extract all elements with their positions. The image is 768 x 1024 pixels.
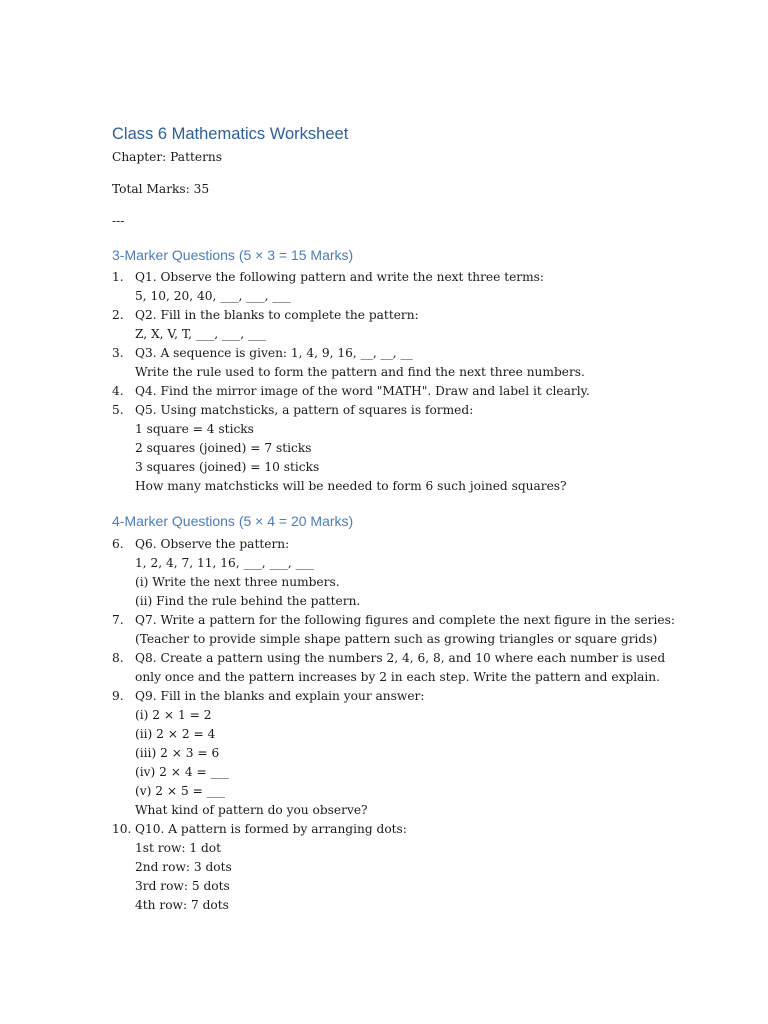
question-line: 1st row: 1 dot [135,841,222,855]
list-item [112,382,672,401]
question-line: Z, X, V, T, ___, ___, ___ [135,327,267,341]
question-line: Q1. Observe the following pattern and write the next three terms: [135,270,545,284]
question-line: 3 squares (joined) = 10 sticks [135,460,320,474]
question-line: Q3. A sequence is given: 1, 4, 9, 16, __, __, __ [135,346,413,360]
question-line: 1, 2, 4, 7, 11, 16, ___, ___, ___ [135,556,314,570]
separator-line: --- [112,214,125,228]
question-line: Q6. Observe the pattern: [135,537,290,551]
question-line: (ii) 2 × 2 = 4 [135,727,216,741]
question-line: Write the rule used to form the pattern and find the next three numbers. [135,365,585,379]
question-number: 6. [112,537,124,551]
question-line: (ii) Find the rule behind the pattern. [135,594,361,608]
question-line: 2 squares (joined) = 7 sticks [135,441,312,455]
question-line: 1 square = 4 sticks [135,422,254,436]
question-line: (Teacher to provide simple shape pattern such as growing triangles or square grids) [135,632,658,646]
question-line: Q10. A pattern is formed by arranging dots: [135,822,407,836]
question-number: 9. [112,689,124,703]
list-item [112,687,672,820]
question-number: 2. [112,308,124,322]
list-item [112,611,675,649]
question-line: Q9. Fill in the blanks and explain your answer: [135,689,425,703]
list-item [112,344,672,382]
question-line: (v) 2 × 5 = ___ [135,784,225,798]
list-item [112,268,672,306]
list-item [112,401,672,496]
question-line: (iv) 2 × 4 = ___ [135,765,229,779]
question-line: What kind of pattern do you observe? [135,803,368,817]
question-line: 4th row: 7 dots [135,898,229,912]
question-line: (i) Write the next three numbers. [135,575,340,589]
question-line: 3rd row: 5 dots [135,879,230,893]
list-item [112,535,672,611]
page-title: Class 6 Mathematics Worksheet [112,125,349,143]
list-item [112,649,672,687]
list-item [112,820,672,915]
question-list-3-marker [112,268,672,496]
question-line: (iii) 2 × 3 = 6 [135,746,220,760]
list-item [112,306,672,344]
question-number: 3. [112,346,124,360]
chapter-line: Chapter: Patterns [112,150,223,164]
section-heading-3-marker: 3-Marker Questions (5 × 3 = 15 Marks) [112,247,354,263]
question-number: 7. [112,613,124,627]
question-line: Q5. Using matchsticks, a pattern of squares is formed: [135,403,474,417]
question-line: Q2. Fill in the blanks to complete the pattern: [135,308,419,322]
question-line: How many matchsticks will be needed to form 6 such joined squares? [135,479,567,493]
question-number: 4. [112,384,124,398]
question-line: Q7. Write a pattern for the following figures and complete the next figure in the series: [135,613,675,627]
question-number: 10. [112,822,132,836]
question-line: Q4. Find the mirror image of the word "MATH". Draw and label it clearly. [135,384,590,398]
question-line: Q8. Create a pattern using the numbers 2, 4, 6, 8, and 10 where each number is used [135,651,666,665]
question-line: 2nd row: 3 dots [135,860,232,874]
question-number: 1. [112,270,124,284]
section-heading-4-marker: 4-Marker Questions (5 × 4 = 20 Marks) [112,513,354,529]
question-number: 8. [112,651,124,665]
question-line: (i) 2 × 1 = 2 [135,708,212,722]
question-line: 5, 10, 20, 40, ___, ___, ___ [135,289,291,303]
total-marks-line: Total Marks: 35 [112,182,210,196]
question-number: 5. [112,403,124,417]
question-list-4-marker [112,535,675,915]
question-line: only once and the pattern increases by 2 in each step. Write the pattern and explain. [135,670,661,684]
